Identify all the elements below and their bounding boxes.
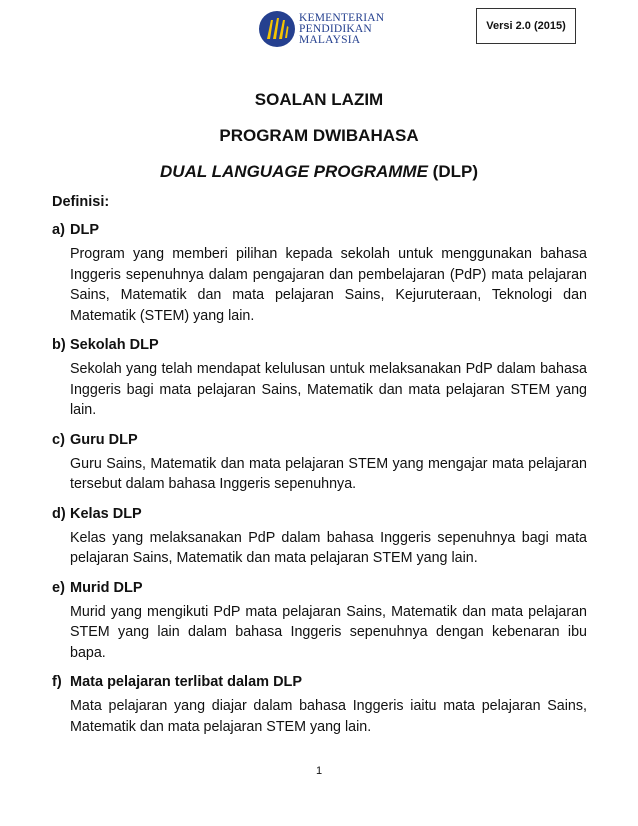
definition-item-e — [52, 578, 587, 664]
item-term: Sekolah DLP — [70, 337, 159, 353]
definition-item-d — [52, 504, 587, 569]
item-marker: d) — [52, 505, 66, 522]
document-titles — [0, 90, 638, 198]
page-number: 1 — [315, 765, 323, 777]
item-marker: a) — [52, 222, 65, 238]
title-line2: PROGRAM DWIBAHASA — [219, 126, 419, 145]
item-description: Program yang memberi pilihan kepada sekolah untuk menggunakan bahasa Inggeris sepenuhnya dalam pengajaran dan pembelajaran (PdP) mata pelajaran Sains, Matematik dan mata pelajaran Sains, Kejuruteraan, Teknologi dan Matematik (STEM) yang lain. — [70, 246, 587, 324]
definition-item-c — [52, 430, 587, 495]
item-term: Murid DLP — [70, 579, 143, 596]
item-term: DLP — [70, 222, 99, 238]
title-line3-rest: (DLP) — [427, 162, 478, 181]
item-description: Mata pelajaran yang diajar dalam bahasa Inggeris iaitu mata pelajaran Sains, Matematik dan mata pelajaran STEM yang lain. — [70, 698, 587, 735]
definition-item-a — [52, 220, 587, 326]
item-description: Murid yang mengikuti PdP mata pelajaran Sains, Matematik dan mata pelajaran STEM yang lain dalam bahasa Inggeris sepenuhnya dengan kebenaran ibu bapa. — [70, 603, 587, 661]
logo-text-line3: MALAYSIA — [299, 33, 361, 46]
definition-item-b — [52, 335, 587, 421]
definition-item-f — [52, 672, 587, 737]
definitions-section — [52, 194, 587, 746]
item-marker: b) — [52, 337, 66, 353]
logo-text-line2: PENDIDIKAN — [299, 22, 372, 35]
item-marker: e) — [52, 579, 65, 596]
version-label: Versi 2.0 (2015) — [476, 8, 576, 44]
title-line3 — [0, 162, 638, 181]
item-description: Sekolah yang telah mendapat kelulusan untuk melaksanakan PdP dalam bahasa Inggeris bagi mata pelajaran Sains, Matematik dan mata pelajaran STEM yang lain. — [70, 361, 587, 418]
item-marker: f) — [52, 674, 62, 690]
item-term: Mata pelajaran terlibat dalam DLP — [70, 674, 303, 690]
item-description: Guru Sains, Matematik dan mata pelajaran STEM yang mengajar mata pelajaran tersebut dalam bahasa Inggeris sepenuhnya. — [70, 455, 587, 492]
item-description: Kelas yang melaksanakan PdP dalam bahasa Inggeris sepenuhnya bagi mata pelajaran Sains, Matematik dan mata pelajaran STEM yang lain. — [70, 529, 587, 566]
title-line3-italic: DUAL LANGUAGE PROGRAMME — [160, 162, 428, 181]
item-term: Kelas DLP — [70, 505, 142, 522]
definitions-heading: Definisi: — [52, 194, 110, 210]
title-line1: SOALAN LAZIM — [254, 90, 384, 109]
ministry-emblem-icon — [258, 10, 296, 48]
ministry-logo — [258, 10, 384, 48]
item-term: Guru DLP — [70, 431, 138, 448]
logo-text-line1: KEMENTERIAN — [299, 11, 385, 24]
item-marker: c) — [52, 431, 65, 448]
